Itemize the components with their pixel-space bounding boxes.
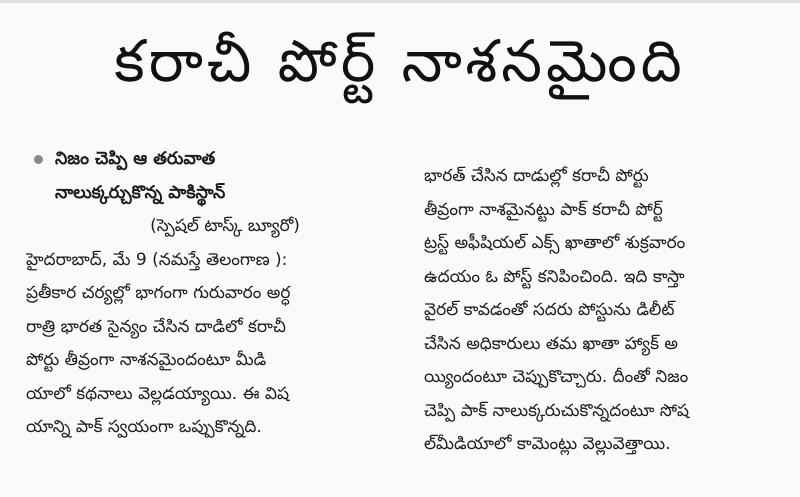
left-column <box>26 143 394 445</box>
headline: కరాచీ పోర్ట్ నాశనమైంది <box>114 27 686 95</box>
body-line: తీవ్రంగా నాశమైనట్టు పాక్ కరాచీ పోర్ట్ <box>424 199 663 220</box>
subheading-text: నిజం చెప్పి ఆ తరువాత <box>55 149 216 169</box>
body-line: ఉదయం ఓ పోస్ట్ కనిపించింది. ఇది కాస్తా <box>424 266 685 287</box>
subheading-line <box>26 177 394 211</box>
byline: (స్పెషల్ టాస్క్ బ్యూరో) <box>150 216 300 236</box>
body-line: హైదరాబాద్, మే 9 (నమస్తే తెలంగాణ ): <box>26 249 288 270</box>
body-line: య్యిందంటూ చెప్పుకొచ్చారు. దీంతో నిజం <box>424 367 689 387</box>
body-line: యాలో కథనాలు వెల్లడయ్యాయి. ఈ విష <box>26 383 290 404</box>
body-line: చేసిన అధికారులు తమ ఖాతా హ్యాక్ అ <box>424 333 678 354</box>
body-line: ప్రతీకార చర్యల్లో భాగంగా గురువారం అర్ధ <box>26 283 291 303</box>
body-line: వైరల్ కావడంతో సదరు పోస్టును డిలీట్ <box>424 300 675 320</box>
bullet-icon <box>34 155 43 164</box>
right-column <box>424 160 784 462</box>
body-line: భారత్ చేసిన దాడుల్లో కరాచీ పోర్టు <box>424 166 649 186</box>
subheading-line <box>26 143 394 177</box>
body-line: ల్‌మీడియాలో కామెంట్లు వెల్లువెత్తాయి. <box>424 434 671 454</box>
body-line: చెప్పి పాక్ నాలుక్కరుచుకొన్నదంటూ సోష <box>424 400 689 421</box>
body-line: రాత్రి భారత సైన్యం చేసిన దాడిలో కరాచీ <box>26 316 286 337</box>
body-line: పోర్టు తీవ్రంగా నాశనమైందంటూ మీడి <box>26 350 267 370</box>
subheading-text: నాలుక్కర్చుకొన్న పాకిస్థాన్ <box>55 182 226 203</box>
body-line: ట్రస్ట్ అఫీషియల్ ఎక్స్ ఖాతాలో శుక్రవారం <box>424 233 686 253</box>
body-line: యాన్ని పాక్ స్వయంగా ఒప్పుకొన్నది. <box>26 417 262 437</box>
